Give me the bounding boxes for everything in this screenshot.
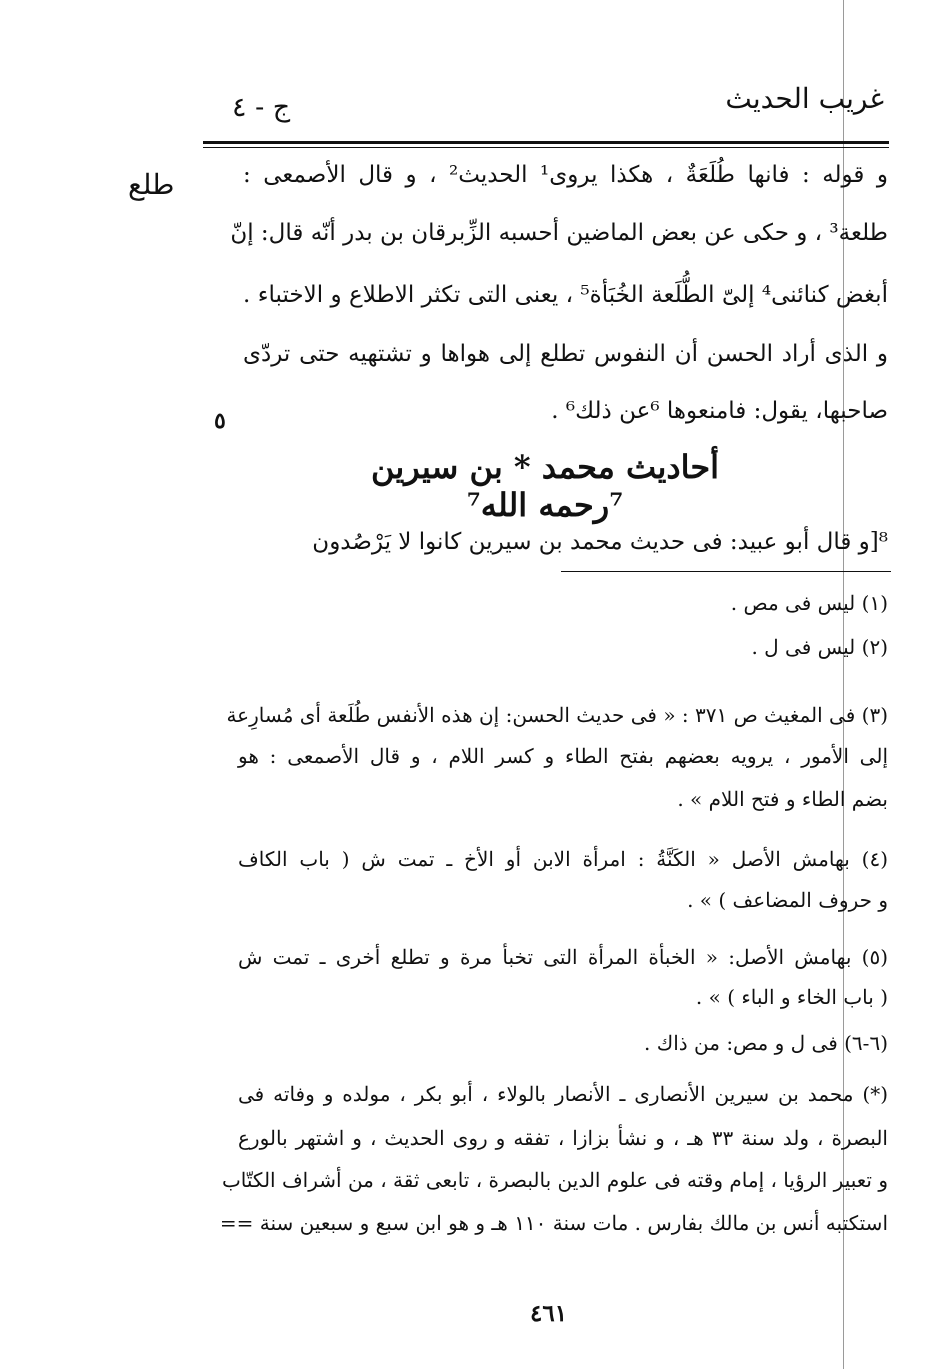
header-rule-thin xyxy=(203,147,889,148)
body-line: أبغض كنائنى⁴ إلىّ الطُّلَعة الخُبَأة⁵ ، يعنى التى تكثر الاطلاع و الاختباء . xyxy=(243,282,888,308)
volume-label: ج - ٤ xyxy=(232,92,291,123)
footnote-line: البصرة ، ولد سنة ٣٣ هـ ، و نشأ بزازا ، تفقه و روى الحديث ، و اشتهر بالورع xyxy=(238,1126,888,1150)
footnote-line: (٢) ليس فى ل . xyxy=(751,635,888,659)
margin-keyword: طلع xyxy=(128,168,175,201)
body-line: و الذى أراد الحسن أن النفوس تطلع إلى هواها و تشتهيه حتى تردّى xyxy=(243,341,888,367)
footnote-line: (١) ليس فى مص . xyxy=(730,591,888,615)
footnote-separator xyxy=(561,571,891,572)
footnote-line: بضم الطاء و فتح اللام » . xyxy=(677,787,888,811)
footnote-line: و حروف المضاعف ) » . xyxy=(687,888,888,912)
footnote-line: (٣) فى المغيث ص ٣٧١ : « فى حديث الحسن: إن هذه الأنفس طُلَعة أى مُسارِعة xyxy=(226,703,888,727)
body-line: صاحبها، يقول: فامنعوها ⁶عن ذلك⁶ . xyxy=(551,398,888,424)
body-line: و قوله : فانها طُلَعَةٌ ، هكذا يروى¹ الحديث² ، و قال الأصمعى : xyxy=(243,162,889,188)
section-heading: أحاديث محمد * بن سيرين ⁷رحمه الله⁷ xyxy=(370,448,720,524)
scan-fold-line xyxy=(843,0,844,1369)
footnote-line: استكتبه أنس بن مالك بفارس . مات سنة ١١٠ هـ و هو ابن سبع و سبعين سنة == xyxy=(219,1211,888,1235)
page-number: ٤٦١ xyxy=(530,1300,568,1327)
footnote-line: (*) محمد بن سيرين الأنصارى ـ الأنصار بالولاء ، أبو بكر ، مولده و وفاته فى xyxy=(238,1082,888,1106)
header-rule-thick xyxy=(203,141,889,144)
running-title: غريب الحديث xyxy=(725,82,884,115)
margin-line-marker: ٥ xyxy=(214,408,226,434)
body-continuation-line: ⁸[و قال أبو عبيد: فى حديث محمد بن سيرين كانوا لا يَرْصُدون xyxy=(312,529,888,555)
body-line: طلعة³ ، و حكى عن بعض الماضين أحسبه الزِّبرقان بن بدر أنّه قال: إنّ xyxy=(230,220,888,246)
footnote-line: (٥) بهامش الأصل: « الخبأة المرأة التى تخبأ مرة و تطلع أخرى ـ تمت ش xyxy=(238,945,888,969)
footnote-line: (٦-٦) فى ل و مص: من ذاك . xyxy=(644,1031,888,1055)
footnote-line: ( باب الخاء و الباء ) » . xyxy=(695,985,888,1009)
footnote-line: إلى الأمور ، يرويه بعضهم بفتح الطاء و كسر اللام ، و قال الأصمعى : هو xyxy=(238,744,888,768)
footnote-line: (٤) بهامش الأصل « الكَنَّةُ : امرأة الابن أو الأخ ـ تمت ش ( باب الكاف xyxy=(238,847,888,871)
footnote-line: و تعبير الرؤيا ، إمام وقته فى علوم الدين بالبصرة ، تابعى ثقة ، من أشراف الكتّاب xyxy=(221,1168,888,1192)
